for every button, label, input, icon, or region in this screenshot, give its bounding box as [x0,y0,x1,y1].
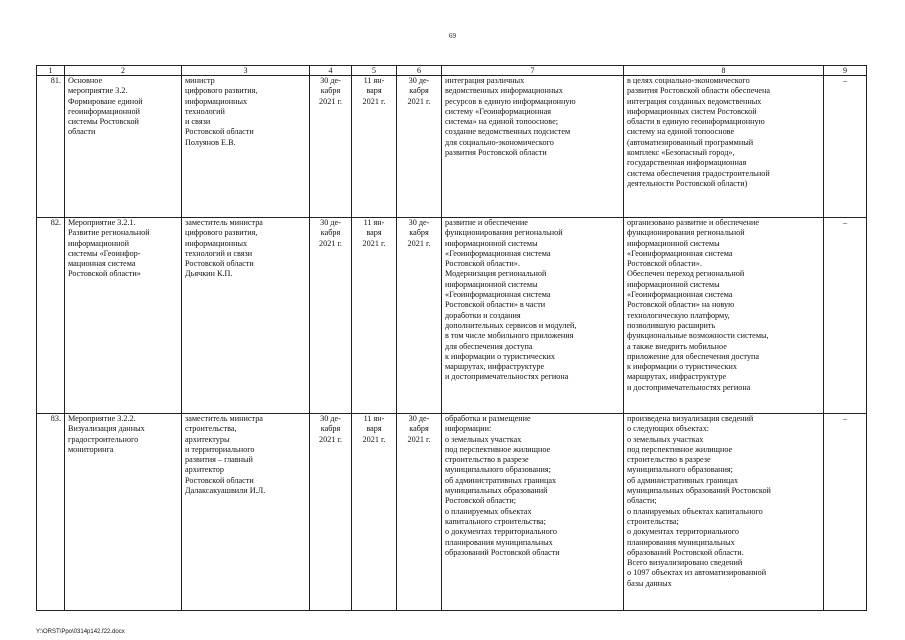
column-header: 7 [442,66,624,76]
table-row [37,218,867,414]
actual-result-cell: в целях социально-экономического развития Ростовской области обеспечена интеграция созданных ведомственных информационных систем Ростовской области в единую геоинформационную систему на единой топооснове (автоматизированный программный комплекс «Безопасный город», государственная информационная система обеспечения градостроительной деятельности Ростовской области) [624,76,824,218]
actual-result-cell: организовано развитие и обеспечение функционирования региональной информационной системы «Геоинформационная система Ростовской области». Обеспечен переход региональной информационной системы «Геоинформационная система Ростовской области» на новую технологическую платформу, позволившую расширить функциональные возможности системы, а также внедрить мобильное приложение для обеспечения доступа к информации о туристических маршрутах, инфраструктуре и достопримечательностях региона [624,218,824,414]
column-header: 5 [352,66,397,76]
file-path-footer: Y:\ORST\Ppo\0314p142.f22.docx [36,629,125,635]
measure-cell: Мероприятие 3.2.1. Развитие региональной информационной системы «Геоинфор- мационная система Ростовской области» [65,218,182,414]
column-header: 1 [37,66,65,76]
table-row [37,414,867,611]
column-number-row [37,66,867,76]
report-table [36,65,867,611]
column-header: 4 [310,66,352,76]
row-number: 81. [37,76,65,218]
date-start-cell: 30 де- кабря 2021 г. [310,218,352,414]
date-plan-cell: 11 ян- варя 2021 г. [352,76,397,218]
actual-result-cell: произведена визуализация сведений о следующих объектах: о земельных участках под перспективное жилищное строительство в разрезе муниципального образования; об административных границах муниципальных образований Ростовской области; о планируемых объектах капитального строительства; о документах территориального планирования муниципальных образований Ростовской области. Всего визуализировано сведений о 1097 объектах из автоматизированной базы данных [624,414,824,611]
column-header: 3 [182,66,310,76]
date-fact-cell: 30 де- кабря 2021 г. [397,218,442,414]
expected-result-cell: обработка и размещение информации: о земельных участках под перспективное жилищное строительство в разрезе муниципального образования; об административных границах муниципальных образований Ростовской области; о планируемых объектах капитального строительства; о документах территориального планирования муниципальных образований Ростовской области [442,414,624,611]
expected-result-cell: развитие и обеспечение функционирования региональной информационной системы «Геоинформационная система Ростовской области». Модернизация региональной информационной системы «Геоинформационная система Ростовской области» в части доработки и создания дополнительных сервисов и модулей, в том числе мобильного приложения для обеспечения доступа к информации о туристических маршрутах, инфраструктуре и достопримечательностях региона [442,218,624,414]
row-number: 83. [37,414,65,611]
table-row [37,76,867,218]
measure-cell: Основное мероприятие 3.2. Формироване единой геоинформационной системы Ростовской области [65,76,182,218]
measure-cell: Мероприятие 3.2.2. Визуализация данных градостроительного мониторинга [65,414,182,611]
column-header: 2 [65,66,182,76]
column-header: 9 [824,66,867,76]
note-cell: – [824,218,867,414]
date-start-cell: 30 де- кабря 2021 г. [310,76,352,218]
column-header: 8 [624,66,824,76]
row-number: 82. [37,218,65,414]
column-header: 6 [397,66,442,76]
note-cell: – [824,414,867,611]
expected-result-cell: интеграция различных ведомственных информационных ресурсов в единую информационную систему «Геоинформационная система» на единой топооснове; создание ведомственных подсистем для социально-экономического развития Ростовской области [442,76,624,218]
date-fact-cell: 30 де- кабря 2021 г. [397,414,442,611]
responsible-cell: заместитель министра строительства, архитектуры и территориального развития – главный архитектор Ростовской области Далаксакуашвили И.Л. [182,414,310,611]
date-start-cell: 30 де- кабря 2021 г. [310,414,352,611]
responsible-cell: заместитель министра цифрового развития, информационных технологий и связи Ростовской области Дьячкин К.П. [182,218,310,414]
responsible-cell: министр цифрового развития, информационных технологий и связи Ростовской области Полуянов Е.В. [182,76,310,218]
date-plan-cell: 11 ян- варя 2021 г. [352,414,397,611]
date-fact-cell: 30 де- кабря 2021 г. [397,76,442,218]
date-plan-cell: 11 ян- варя 2021 г. [352,218,397,414]
note-cell: – [824,76,867,218]
page-number: 69 [449,32,456,40]
